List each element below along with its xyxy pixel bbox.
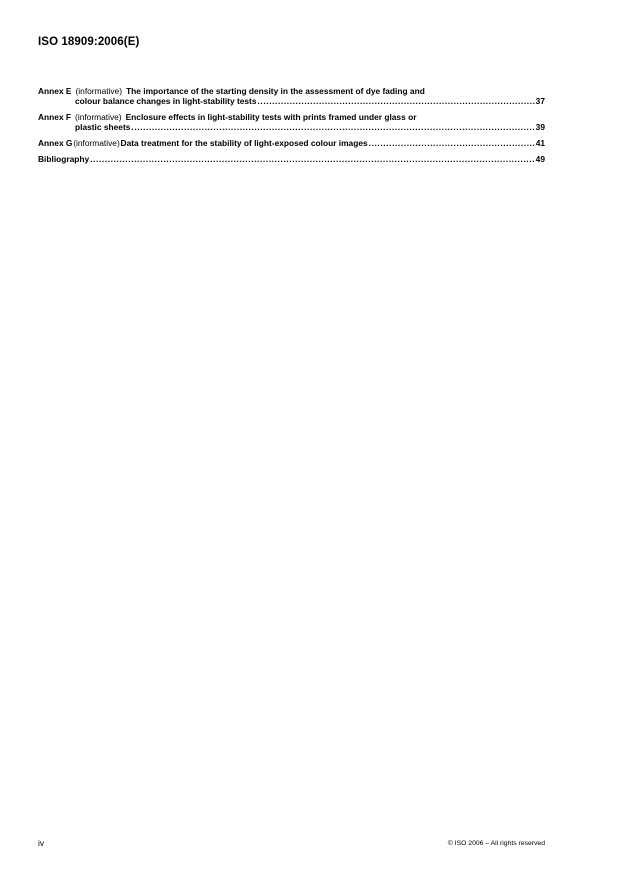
toc-leader-dots	[369, 138, 535, 148]
footer-copyright: © ISO 2006 – All rights reserved	[447, 840, 545, 847]
toc-page-number: 37	[535, 96, 545, 106]
toc-entry-title-cont: plastic sheets	[75, 122, 131, 132]
toc-page-number: 49	[535, 154, 545, 164]
toc-leader-dots	[90, 154, 534, 164]
footer-page-number: iv	[38, 838, 45, 848]
toc-leader-dots	[258, 96, 535, 106]
toc-annex-type: (informative)	[73, 138, 120, 148]
toc-page-number: 41	[535, 138, 546, 148]
toc-leader-dots	[131, 122, 534, 132]
toc-entry-title: The importance of the starting density in the assessment of dye fading and	[126, 86, 425, 96]
document-header-title: ISO 18909:2006(E)	[38, 36, 140, 48]
toc-entry-bibliography[interactable]	[38, 154, 545, 164]
toc-entry-title: Enclosure effects in light-stability tests with prints framed under glass or	[125, 112, 417, 122]
toc-page-number: 39	[535, 122, 545, 132]
toc-annex-type: (informative)	[75, 86, 123, 96]
toc-entry-annex-e[interactable]	[38, 86, 545, 106]
toc-annex-label: Annex F	[38, 112, 72, 122]
toc-annex-label: Annex E	[38, 86, 72, 96]
table-of-contents	[38, 86, 545, 170]
toc-annex-label: Annex G	[38, 138, 73, 148]
toc-entry-title-cont: colour balance changes in light-stability tests	[75, 96, 257, 106]
toc-annex-type: (informative)	[75, 112, 122, 122]
toc-entry-annex-g[interactable]	[38, 138, 545, 148]
toc-entry-title: Bibliography	[38, 154, 90, 164]
toc-entry-title: Data treatment for the stability of light-exposed colour images	[120, 138, 368, 148]
toc-entry-annex-f[interactable]	[38, 112, 545, 132]
